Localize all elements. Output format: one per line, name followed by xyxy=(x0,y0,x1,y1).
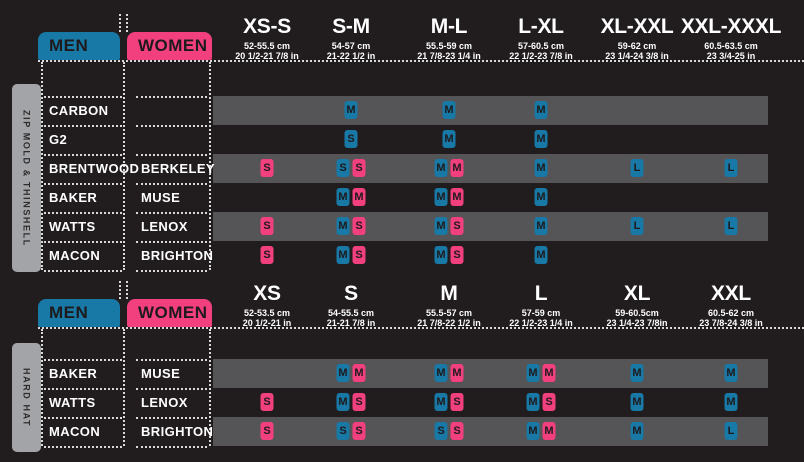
men-product-name: WATTS xyxy=(49,219,96,234)
name-row-dotted-line xyxy=(136,446,207,448)
size-column-cm: 57-60.5 cm xyxy=(517,41,565,51)
name-row-dotted-line xyxy=(44,359,122,361)
name-row-dotted-line xyxy=(136,388,207,390)
women-product-name: MUSE xyxy=(141,366,181,381)
women-size-badge: S xyxy=(261,159,274,177)
women-product-name: LENOX xyxy=(141,219,188,234)
size-column-inches: 20 1/2-21 7/8 in xyxy=(235,51,299,61)
size-column-header xyxy=(509,16,573,61)
men-size-badge: S xyxy=(337,422,350,440)
category-tab-label: HARD HAT xyxy=(21,367,32,428)
size-cell xyxy=(631,217,644,235)
men-size-badge: L xyxy=(725,217,738,235)
size-column-cm: 55.5-59 cm xyxy=(425,41,473,51)
size-column-title: M-L xyxy=(430,15,468,38)
women-product-name: BRIGHTON xyxy=(141,424,214,439)
size-column-inches: 20 1/2-21 in xyxy=(242,318,292,328)
size-column-header xyxy=(235,16,299,61)
name-row-dotted-line xyxy=(136,96,207,98)
size-cell xyxy=(725,159,738,177)
name-row-dotted-line xyxy=(136,154,207,156)
name-row-dotted-line xyxy=(44,417,122,419)
men-product-name: CARBON xyxy=(49,103,109,118)
name-row-dotted-line xyxy=(44,125,122,127)
size-cell xyxy=(435,422,464,440)
size-column-header xyxy=(417,16,481,61)
men-size-badge: M xyxy=(725,364,738,382)
men-size-badge: M xyxy=(337,393,350,411)
men-size-badge: L xyxy=(631,159,644,177)
men-size-badge: M xyxy=(725,393,738,411)
men-size-badge: M xyxy=(435,159,448,177)
men-size-badge: M xyxy=(337,246,350,264)
size-column-header xyxy=(601,16,674,61)
column-dotted-separator xyxy=(41,62,43,270)
women-size-badge: S xyxy=(353,217,366,235)
men-tag: MEN xyxy=(38,299,120,327)
size-column-title: S-M xyxy=(332,15,370,38)
size-cell xyxy=(535,188,548,206)
name-row-dotted-line xyxy=(136,212,207,214)
size-column-cm: 52-53.5 cm xyxy=(243,308,291,318)
size-cell xyxy=(435,364,464,382)
men-size-badge: M xyxy=(631,422,644,440)
size-cell xyxy=(725,422,738,440)
size-column-inches: 21-22 1/2 in xyxy=(326,51,376,61)
women-size-badge: S xyxy=(543,393,556,411)
size-column-title: XXL xyxy=(711,282,751,305)
men-size-badge: M xyxy=(631,364,644,382)
size-cell xyxy=(725,364,738,382)
column-dotted-separator xyxy=(41,329,43,446)
men-size-badge: M xyxy=(535,246,548,264)
men-size-badge: M xyxy=(527,393,540,411)
men-size-badge: M xyxy=(443,101,456,119)
women-size-badge: S xyxy=(261,217,274,235)
size-column-inches: 22 1/2-23 7/8 in xyxy=(509,51,573,61)
men-size-badge: L xyxy=(725,422,738,440)
men-size-badge: M xyxy=(631,393,644,411)
men-size-badge: M xyxy=(527,422,540,440)
size-column-title: XS xyxy=(253,282,281,305)
row-stripe xyxy=(213,96,768,125)
size-cell xyxy=(337,217,366,235)
women-size-badge: M xyxy=(543,422,556,440)
size-cell xyxy=(435,188,464,206)
size-cell xyxy=(443,130,456,148)
row-stripe xyxy=(213,212,768,241)
size-cell xyxy=(527,393,556,411)
size-column-cm: 54-57 cm xyxy=(331,41,371,51)
men-size-badge: M xyxy=(527,364,540,382)
size-column-header xyxy=(417,283,481,328)
size-column-cm: 54-55.5 cm xyxy=(327,308,375,318)
name-row-dotted-line xyxy=(136,270,207,272)
women-size-badge: S xyxy=(451,217,464,235)
size-column-header xyxy=(699,283,763,328)
size-column-title: XXL-XXXL xyxy=(680,15,782,38)
size-cell xyxy=(345,101,358,119)
men-size-badge: M xyxy=(345,101,358,119)
size-column-inches: 23 1/4-23 7/8in xyxy=(606,318,668,328)
women-size-badge: S xyxy=(451,393,464,411)
women-size-badge: M xyxy=(451,364,464,382)
men-size-badge: M xyxy=(535,101,548,119)
category-tab xyxy=(12,343,41,452)
name-row-dotted-line xyxy=(136,359,207,361)
size-column-title: XS-S xyxy=(243,15,291,38)
size-cell xyxy=(261,393,274,411)
row-stripe xyxy=(213,359,768,388)
size-column-inches: 21 7/8-23 1/4 in xyxy=(417,51,481,61)
men-size-badge: M xyxy=(435,364,448,382)
size-cell xyxy=(435,217,464,235)
men-product-name: MACON xyxy=(49,248,101,263)
size-cell xyxy=(261,217,274,235)
size-cell xyxy=(435,246,464,264)
name-row-dotted-line xyxy=(44,388,122,390)
women-size-badge: S xyxy=(261,246,274,264)
size-cell xyxy=(337,188,366,206)
men-size-badge: M xyxy=(535,217,548,235)
size-column-title: XL xyxy=(623,282,651,305)
tag-gap-dotted-line xyxy=(126,14,128,32)
row-stripe xyxy=(213,154,768,183)
size-cell xyxy=(631,422,644,440)
men-size-badge: M xyxy=(535,188,548,206)
size-cell xyxy=(725,393,738,411)
size-cell xyxy=(631,393,644,411)
size-cell xyxy=(337,393,366,411)
size-column-header xyxy=(327,283,376,328)
size-cell xyxy=(337,422,366,440)
size-column-cm: 55.5-57 cm xyxy=(425,308,473,318)
size-column-inches: 23 1/4-24 3/8 in xyxy=(605,51,669,61)
category-tab xyxy=(12,84,41,272)
size-cell xyxy=(725,217,738,235)
size-cell xyxy=(535,217,548,235)
category-tab-label: ZIP MOLD & THINSHELL xyxy=(21,109,32,247)
men-size-badge: S xyxy=(345,130,358,148)
size-column-header xyxy=(681,16,781,61)
size-column-cm: 57-59 cm xyxy=(521,308,561,318)
size-cell xyxy=(443,101,456,119)
name-row-dotted-line xyxy=(136,417,207,419)
size-column-title: XL-XXL xyxy=(600,15,674,38)
size-cell xyxy=(435,393,464,411)
women-size-badge: S xyxy=(261,422,274,440)
size-cell xyxy=(631,364,644,382)
size-cell xyxy=(527,364,556,382)
size-cell xyxy=(261,159,274,177)
women-size-badge: S xyxy=(353,393,366,411)
men-product-name: BRENTWOOD xyxy=(49,161,140,176)
tag-gap-dotted-line xyxy=(126,281,128,299)
name-row-dotted-line xyxy=(44,183,122,185)
size-cell xyxy=(535,246,548,264)
women-product-name: LENOX xyxy=(141,395,188,410)
size-column-inches: 23 3/4-25 in xyxy=(706,51,756,61)
women-size-badge: S xyxy=(353,159,366,177)
men-product-name: WATTS xyxy=(49,395,96,410)
size-column-cm: 60.5-63.5 cm xyxy=(704,41,758,51)
size-cell xyxy=(535,101,548,119)
men-product-name: G2 xyxy=(49,132,68,147)
men-size-badge: S xyxy=(337,159,350,177)
women-tag: WOMEN xyxy=(127,299,212,327)
women-size-badge: S xyxy=(261,393,274,411)
size-cell xyxy=(261,422,274,440)
men-size-badge: M xyxy=(435,246,448,264)
size-column-cm: 52-55.5 cm xyxy=(243,41,291,51)
size-cell xyxy=(535,130,548,148)
size-column-title: S xyxy=(344,282,358,305)
name-row-dotted-line xyxy=(136,183,207,185)
size-column-cm: 60.5-62 cm xyxy=(707,308,755,318)
men-product-name: BAKER xyxy=(49,366,98,381)
name-row-dotted-line xyxy=(44,270,122,272)
size-column-header xyxy=(509,283,573,328)
size-column-cm: 59-62 cm xyxy=(617,41,657,51)
size-column-inches: 22 1/2-23 1/4 in xyxy=(509,318,573,328)
men-size-badge: L xyxy=(725,159,738,177)
size-column-header xyxy=(243,283,292,328)
column-dotted-separator xyxy=(123,329,125,446)
size-column-title: L-XL xyxy=(518,15,564,38)
size-column-cm: 59-60.5cm xyxy=(615,308,659,318)
women-size-badge: M xyxy=(451,188,464,206)
women-size-badge: S xyxy=(451,246,464,264)
women-size-badge: S xyxy=(451,422,464,440)
name-row-dotted-line xyxy=(44,446,122,448)
size-cell xyxy=(527,422,556,440)
size-cell xyxy=(337,364,366,382)
size-cell xyxy=(337,246,366,264)
women-size-badge: M xyxy=(353,188,366,206)
row-stripe xyxy=(213,417,768,446)
name-row-dotted-line xyxy=(44,96,122,98)
size-cell xyxy=(261,246,274,264)
men-size-badge: M xyxy=(435,393,448,411)
men-size-badge: M xyxy=(535,130,548,148)
women-size-badge: M xyxy=(543,364,556,382)
men-size-badge: M xyxy=(337,364,350,382)
men-size-badge: M xyxy=(435,217,448,235)
men-size-badge: M xyxy=(443,130,456,148)
size-cell xyxy=(337,159,366,177)
men-size-badge: L xyxy=(631,217,644,235)
men-size-badge: M xyxy=(435,188,448,206)
tag-gap-dotted-line xyxy=(119,14,121,32)
women-size-badge: M xyxy=(353,364,366,382)
size-column-header xyxy=(327,16,376,61)
name-row-dotted-line xyxy=(44,241,122,243)
size-cell xyxy=(435,159,464,177)
men-size-badge: M xyxy=(337,188,350,206)
men-size-badge: M xyxy=(337,217,350,235)
women-product-name: BERKELEY xyxy=(141,161,215,176)
women-product-name: BRIGHTON xyxy=(141,248,214,263)
size-column-inches: 21 7/8-22 1/2 in xyxy=(417,318,481,328)
women-size-badge: S xyxy=(353,246,366,264)
size-cell xyxy=(631,159,644,177)
men-size-badge: M xyxy=(535,159,548,177)
name-row-dotted-line xyxy=(136,125,207,127)
men-product-name: BAKER xyxy=(49,190,98,205)
men-product-name: MACON xyxy=(49,424,101,439)
women-size-badge: S xyxy=(353,422,366,440)
size-cell xyxy=(345,130,358,148)
men-tag: MEN xyxy=(38,32,120,60)
name-row-dotted-line xyxy=(44,212,122,214)
size-column-title: M xyxy=(440,282,458,305)
name-row-dotted-line xyxy=(136,241,207,243)
name-row-dotted-line xyxy=(44,154,122,156)
size-column-inches: 21-21 7/8 in xyxy=(326,318,376,328)
men-size-badge: S xyxy=(435,422,448,440)
size-column-inches: 23 7/8-24 3/8 in xyxy=(699,318,763,328)
women-product-name: MUSE xyxy=(141,190,181,205)
size-cell xyxy=(535,159,548,177)
women-size-badge: M xyxy=(451,159,464,177)
size-column-header xyxy=(606,283,667,328)
size-column-title: L xyxy=(534,282,548,305)
tag-gap-dotted-line xyxy=(119,281,121,299)
women-tag: WOMEN xyxy=(127,32,212,60)
